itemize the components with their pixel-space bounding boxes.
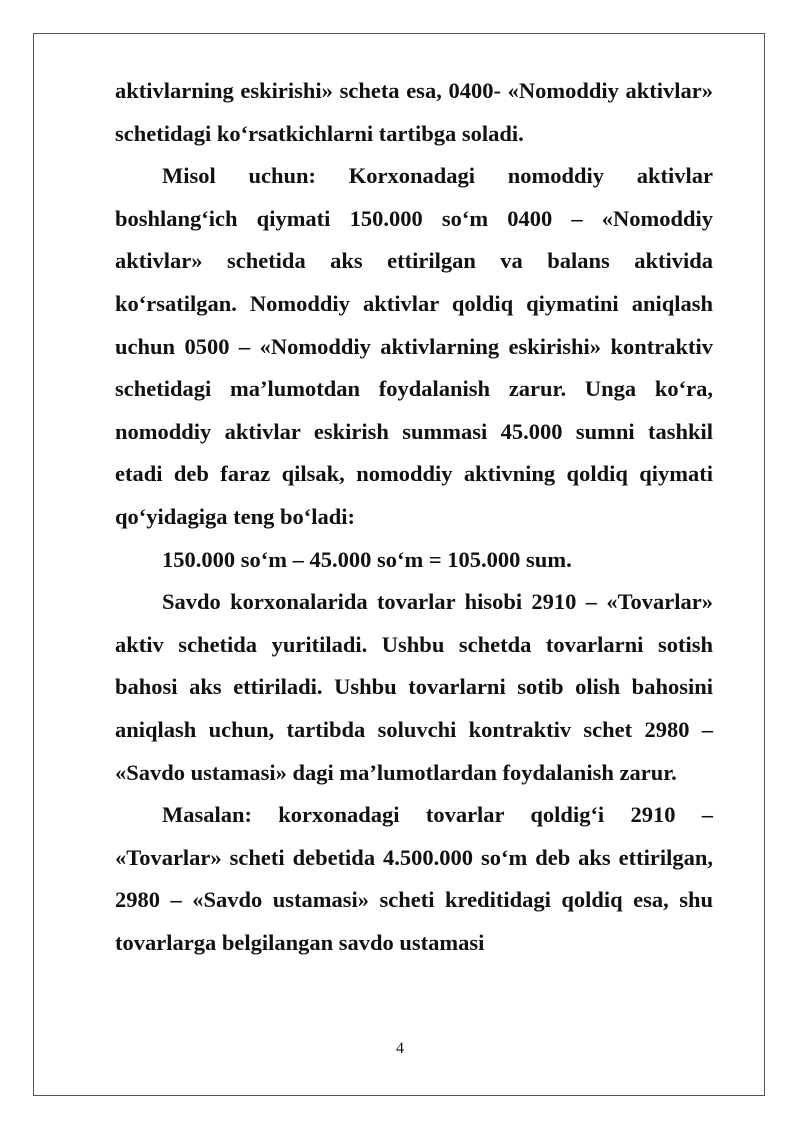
document-body <box>115 70 713 964</box>
paragraph-example-intangible-assets: Misol uchun: Korxonadagi nomoddiy aktivlar boshlang‘ich qiymati 150.000 so‘m 0400 – «Nomoddiy aktivlar» schetida aks ettirilgan va balans aktivida ko‘rsatilgan. Nomoddiy aktivlar qoldiq qiymatini aniqlash uchun 0500 – «Nomoddiy aktivlarning eskirishi» kontraktiv schetidagi ma’lumotdan foydalanish zarur. Unga ko‘ra, nomoddiy aktivlar eskirish summasi 45.000 sumni tashkil etadi deb faraz qilsak, nomoddiy aktivning qoldiq qiymati qo‘yidagiga teng bo‘ladi: <box>115 163 713 529</box>
paragraph-trade-enterprises: Savdo korxonalarida tovarlar hisobi 2910 – «Tovarlar» aktiv schetida yuritiladi. Ushbu schetda tovarlarni sotish bahosi aks ettiriladi. Ushbu tovarlarni sotib olish bahosini aniqlash uchun, tartibda soluvchi kontraktiv schet 2980 – «Savdo ustamasi» dagi ma’lumotlardan foydalanish zarur. <box>115 589 713 785</box>
paragraph-continuation: aktivlarning eskirishi» scheta esa, 0400- «Nomoddiy aktivlar» schetidagi ko‘rsatkichlarni tartibga soladi. <box>115 78 713 146</box>
calculation-line: 150.000 so‘m – 45.000 so‘m = 105.000 sum. <box>162 546 572 572</box>
page-number: 4 <box>396 1040 404 1057</box>
paragraph-example-goods: Masalan: korxonadagi tovarlar qoldig‘i 2910 – «Tovarlar» scheti debetida 4.500.000 so‘m deb aks ettirilgan, 2980 – «Savdo ustamasi» scheti kreditidagi qoldiq esa, shu tovarlarga belgilangan savdo ustamasi <box>115 802 713 955</box>
